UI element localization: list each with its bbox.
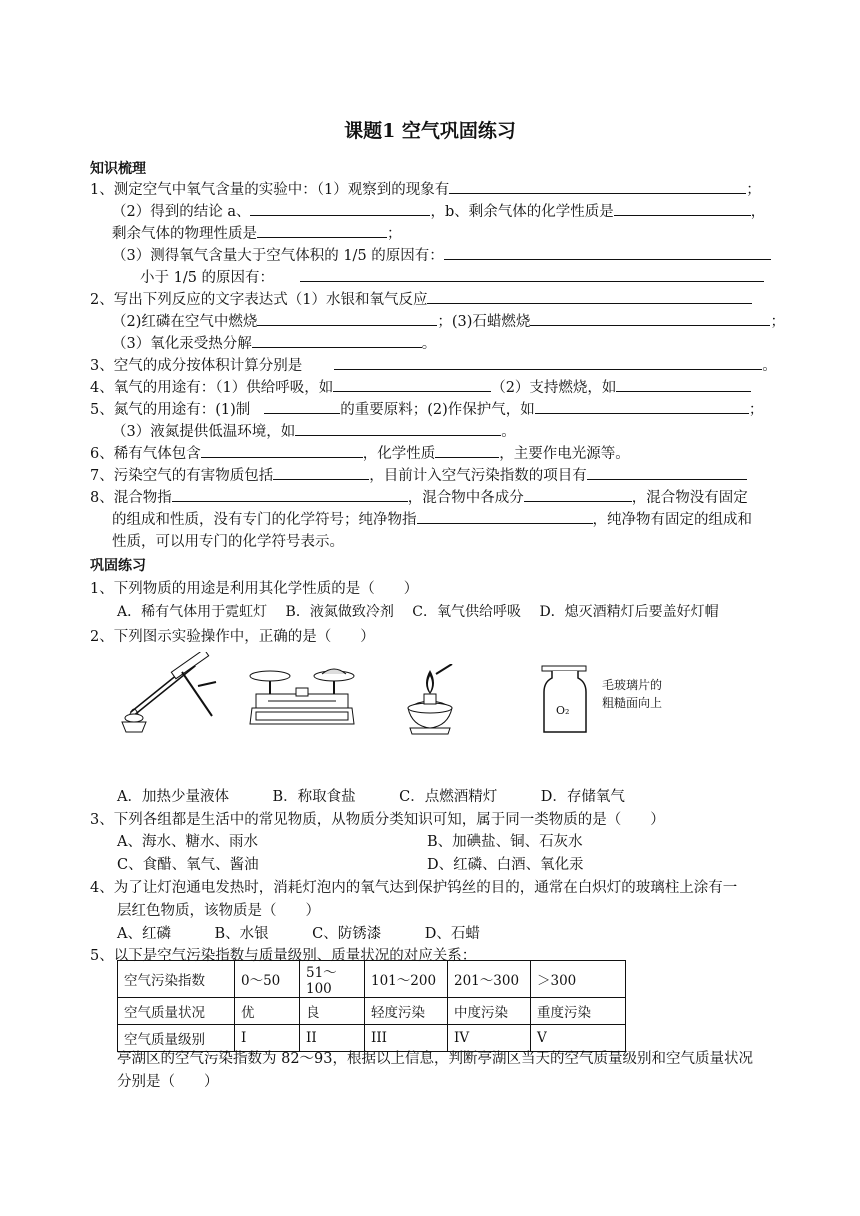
k8e-text: ，纯净物有固定的组成和 <box>592 512 752 528</box>
k1f-text: 小于 1/5 的原因有： <box>140 270 275 286</box>
k2-line3: （3）氧化汞受热分解 。 <box>112 332 436 353</box>
table-cell: 良 <box>300 998 365 1025</box>
q1-options: A．稀有气体用于霓虹灯 B．液氮做致冷剂 C．氧气供给呼吸 D．熄灭酒精灯后要盖好灯帽 <box>117 604 719 620</box>
k7b-blank[interactable] <box>587 465 747 480</box>
table-cell: II <box>300 1025 365 1052</box>
q4-options: A、红磷 B、水银 C、防锈漆 D、石蜡 <box>117 926 480 942</box>
k1f-blank[interactable] <box>300 267 764 282</box>
k4a-text: 4、氧气的用途有：（1）供给呼吸，如 <box>90 380 334 396</box>
k2c-blank[interactable] <box>530 311 770 326</box>
table-cell: ＞300 <box>531 961 626 998</box>
q5-stem: 5、以下是空气污染指数与质量级别、质量状况的对应关系： <box>90 948 477 964</box>
k1b-text: （2）得到的结论 a、 <box>112 204 251 220</box>
k1-text: 1、测定空气中氧气含量的实验中：（1）观察到的现象有 <box>90 182 450 198</box>
q4-stem-line2: 层红色物质，该物质是（ ） <box>117 903 320 919</box>
k5c-blank[interactable] <box>295 421 501 436</box>
page-title: 课题1 空气巩固练习 <box>344 120 516 142</box>
k6c-text: ，主要作电光源等。 <box>499 446 630 462</box>
k1c-text: ，b、剩余气体的化学性质是 <box>430 204 614 220</box>
k8-line1 <box>90 486 748 507</box>
q1-stem: 1、下列物质的用途是利用其化学性质的是（ ） <box>90 581 419 597</box>
table-cell: 0～50 <box>235 961 300 998</box>
jar-note-line1: 毛玻璃片的 <box>602 678 663 692</box>
table-cell: 空气污染指数 <box>118 961 235 998</box>
k3-blank[interactable] <box>334 355 762 370</box>
q4-stem-line1: 4、为了让灯泡通电发热时，消耗灯泡内的氧气达到保护钨丝的目的，通常在白炽灯的玻璃柱上涂有一 <box>90 880 738 896</box>
table-row <box>118 961 626 998</box>
k1-line5 <box>140 266 764 287</box>
k1e-blank[interactable] <box>444 245 771 260</box>
q2-stem: 2、下列图示实验操作中，正确的是（ ） <box>90 629 375 645</box>
table-cell: III <box>365 1025 448 1052</box>
k5b-text: 的重要原料；(2)作保护气，如 <box>340 402 535 418</box>
k2c-text: ；(3)石蜡燃烧 <box>437 314 531 330</box>
k5a-blank[interactable] <box>264 399 340 414</box>
k8-line3: 性质，可以用专门的化学符号表示。 <box>112 534 344 550</box>
k8b-text: ，混合物中各成分 <box>407 490 524 506</box>
balance-figure <box>248 662 358 732</box>
k5b-blank[interactable] <box>535 399 749 414</box>
table-cell: V <box>531 1025 626 1052</box>
table-cell: 重度污染 <box>531 998 626 1025</box>
table-cell: 空气质量状况 <box>118 998 235 1025</box>
k8c-text: ，混合物没有固定 <box>631 490 748 506</box>
table-cell: 101～200 <box>365 961 448 998</box>
k7b-text: ，目前计入空气污染指数的项目有 <box>369 468 587 484</box>
k8a-blank[interactable] <box>172 487 408 502</box>
k1-line4 <box>112 244 771 265</box>
table-cell: 51～100 <box>300 961 365 998</box>
k1-blank[interactable] <box>449 179 746 194</box>
section-heading-practice: 巩固练习 <box>90 558 146 574</box>
k1b-blank[interactable] <box>250 201 430 216</box>
k8d-text: 的组成和性质，没有专门的化学符号；纯净物指 <box>112 512 417 528</box>
k2a-blank[interactable] <box>427 289 752 304</box>
k1d-blank[interactable] <box>257 223 387 238</box>
k3-text: 3、空气的成分按体积计算分别是 <box>90 358 303 374</box>
k1e-text: （3）测得氧气含量大于空气体积的 1/5 的原因有： <box>112 248 444 264</box>
k6a-text: 6、稀有气体包含 <box>90 446 201 462</box>
k6b-text: ，化学性质 <box>362 446 436 462</box>
table-cell: I <box>235 1025 300 1052</box>
q5-stem-line2: 亭湖区的空气污染指数为 82～93，根据以上信息，判断亭湖区当天的空气质量级别和空气质量状况 <box>117 1051 754 1067</box>
k5a-text: 5、氮气的用途有：(1)制 <box>90 402 251 418</box>
k8d-blank[interactable] <box>417 509 593 524</box>
k1d-text: 剩余气体的物理性质是 <box>112 226 257 242</box>
table-row <box>118 998 626 1025</box>
q3-option-d: D、红磷、白酒、氧化汞 <box>427 857 584 873</box>
q3-stem: 3、下列各组都是生活中的常见物质，从物质分类知识可知，属于同一类物质的是（ ） <box>90 812 665 828</box>
k1c-blank[interactable] <box>614 201 751 216</box>
k3-line: 3、空气的成分按体积计算分别是 。 <box>90 354 777 375</box>
o2-label: O₂ <box>556 704 570 717</box>
k2-line2: （2)红磷在空气中燃烧 ；(3)石蜡燃烧 ； <box>112 310 785 331</box>
q3-option-b: B、加碘盐、铜、石灰水 <box>427 834 583 850</box>
k6a-blank[interactable] <box>201 443 363 458</box>
k2b-blank[interactable] <box>257 311 437 326</box>
k2d-text: （3）氧化汞受热分解 <box>112 336 252 352</box>
k1-line2: （2）得到的结论 a、 ，b、剩余气体的化学性质是 ， <box>112 200 765 221</box>
jar-note-line2: 粗糙面向上 <box>602 696 663 710</box>
k2b-text: （2)红磷在空气中燃烧 <box>112 314 258 330</box>
k1-line1: 1、测定空气中氧气含量的实验中：（1）观察到的现象有 ； <box>90 178 761 199</box>
k7-line <box>90 464 747 485</box>
k4a-blank[interactable] <box>333 377 491 392</box>
k6-line <box>90 442 630 463</box>
table-cell: 空气质量级别 <box>118 1025 235 1052</box>
air-quality-table <box>117 960 626 1052</box>
k5-line2: （3）液氮提供低温环境，如 。 <box>112 420 516 441</box>
q3-option-c: C、食醋、氧气、酱油 <box>117 857 259 873</box>
k2-line1 <box>90 288 752 309</box>
k6b-blank[interactable] <box>435 443 499 458</box>
k5-line1: 5、氮气的用途有：(1)制 的重要原料；(2)作保护气，如 ； <box>90 398 763 419</box>
q2-options: A．加热少量液体 B．称取食盐 C．点燃酒精灯 D．存储氧气 <box>117 789 625 805</box>
table-cell: 轻度污染 <box>365 998 448 1025</box>
k8a-text: 8、混合物指 <box>90 490 172 506</box>
k2d-blank[interactable] <box>252 333 422 348</box>
k8-line2 <box>112 508 752 529</box>
alcohol-lamp-figure <box>400 664 460 736</box>
gas-jar-figure <box>540 664 592 736</box>
k2a-text: 2、写出下列反应的文字表达式（1）水银和氧气反应 <box>90 292 428 308</box>
k4b-blank[interactable] <box>616 377 751 392</box>
table-cell: 201～300 <box>448 961 531 998</box>
k5c-text: （3）液氮提供低温环境，如 <box>112 424 296 440</box>
table-cell: 中度污染 <box>448 998 531 1025</box>
table-cell: 优 <box>235 998 300 1025</box>
table-cell: IV <box>448 1025 531 1052</box>
heating-liquid-figure <box>120 652 220 742</box>
k4b-text: （2）支持燃烧，如 <box>491 380 617 396</box>
k1-line3: 剩余气体的物理性质是 ； <box>112 222 402 243</box>
k7a-text: 7、污染空气的有害物质包括 <box>90 468 274 484</box>
q5-stem-line3: 分别是（ ） <box>117 1074 219 1090</box>
k4-line <box>90 376 751 397</box>
k7a-blank[interactable] <box>273 465 369 480</box>
k8b-blank[interactable] <box>524 487 632 502</box>
q3-option-a: A、海水、糖水、雨水 <box>117 834 258 850</box>
section-heading-knowledge: 知识梳理 <box>90 161 146 177</box>
